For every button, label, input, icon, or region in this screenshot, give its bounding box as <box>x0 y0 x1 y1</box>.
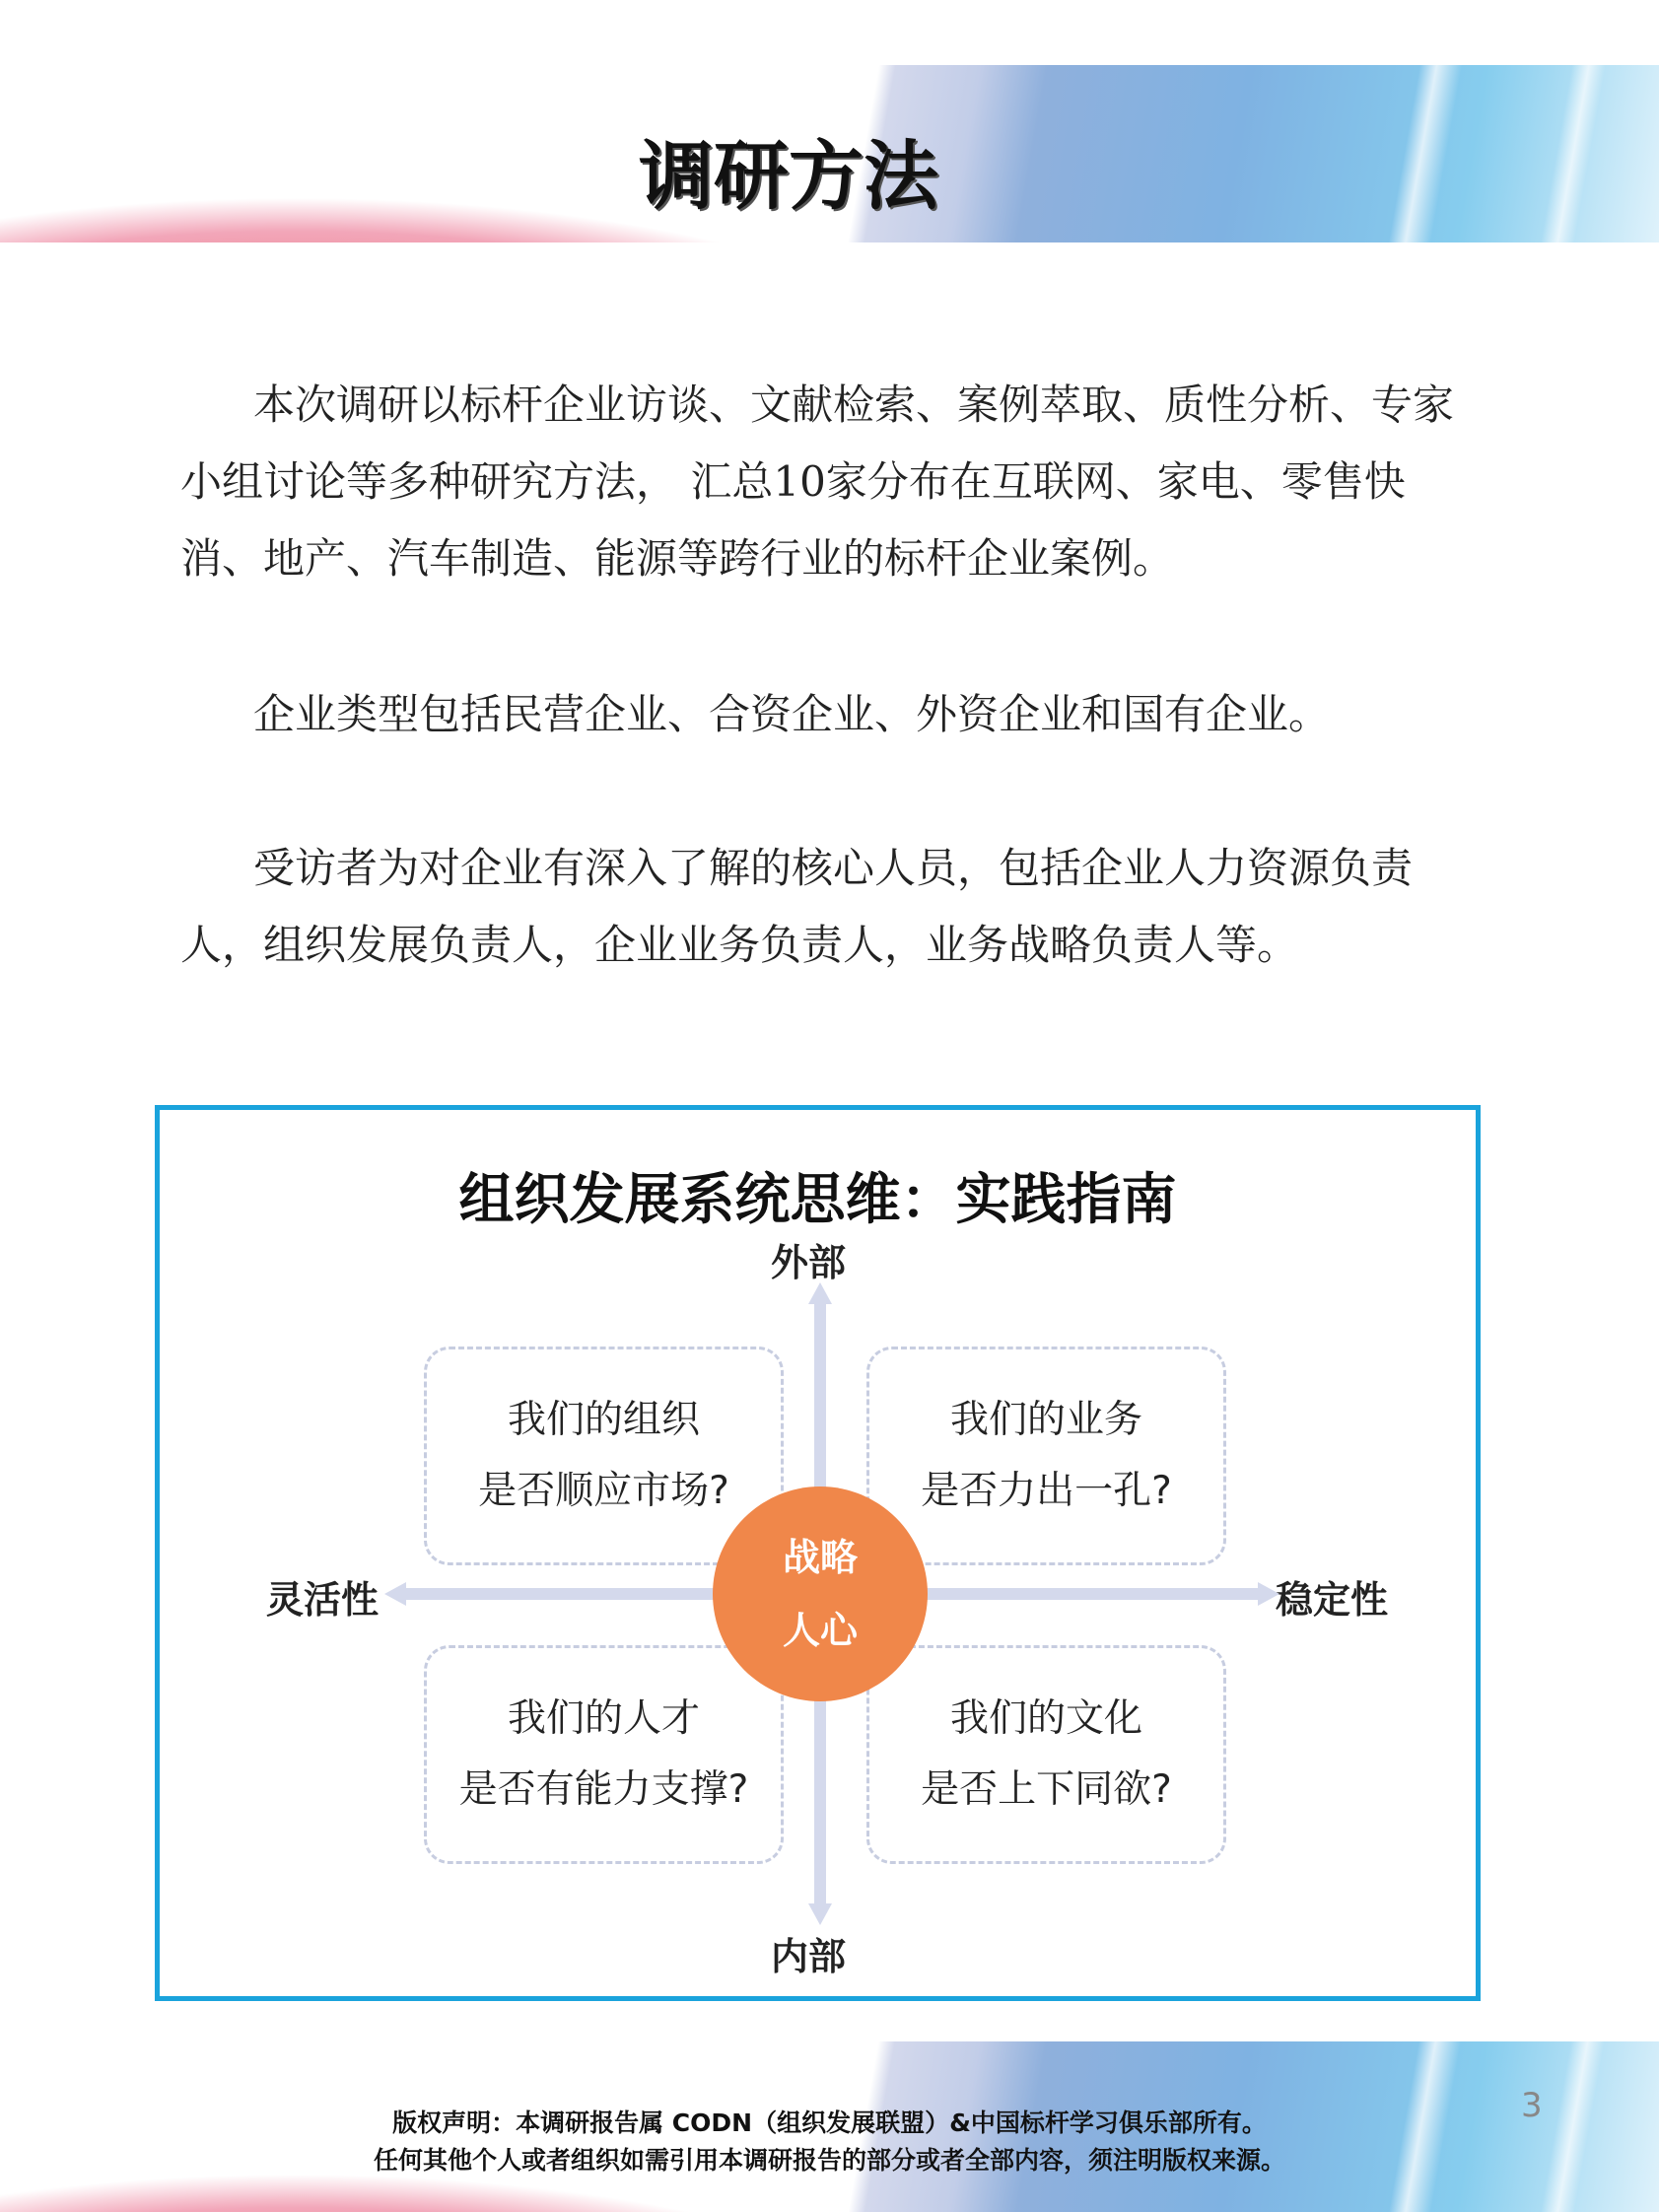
arrow-right-icon <box>1258 1582 1279 1606</box>
quadrant-line: 我们的文化 <box>949 1696 1142 1741</box>
quadrant-line: 是否力出一孔? <box>921 1469 1172 1513</box>
quadrant-line: 是否有能力支撑? <box>458 1767 749 1812</box>
center-circle <box>713 1486 928 1701</box>
quadrant-line: 我们的人才 <box>507 1696 700 1741</box>
copyright-line-1: 版权声明：本调研报告属 CODN（组织发展联盟）&中国标杆学习俱乐部所有。 <box>392 2108 1267 2137</box>
diagram-title: 组织发展系统思维：实践指南 <box>458 1168 1177 1232</box>
quadrant-line: 我们的组织 <box>507 1398 700 1442</box>
quadrant-line: 我们的业务 <box>949 1398 1142 1442</box>
arrow-left-icon <box>384 1582 406 1606</box>
center-label: 战略 <box>782 1536 858 1579</box>
quadrant-line: 是否上下同欲? <box>921 1767 1172 1812</box>
quadrant-culture <box>866 1645 1226 1864</box>
arrow-up-icon <box>808 1282 832 1304</box>
page-title: 调研方法 <box>639 132 938 220</box>
quadrant-line: 是否顺应市场? <box>478 1469 729 1513</box>
center-label: 人心 <box>782 1609 858 1652</box>
paragraph-interviewees: 受访者为对企业有深入了解的核心人员，包括企业人力资源负责人，组织发展负责人，企业业务负责人，业务战略负责人等。 <box>180 844 1414 969</box>
paragraph-company-types: 企业类型包括民营企业、合资企业、外资企业和国有企业。 <box>253 690 1331 738</box>
axis-label-top: 外部 <box>771 1241 847 1284</box>
copyright-line-2: 任何其他个人或者组织如需引用本调研报告的部分或者全部内容，须注明版权来源。 <box>373 2146 1285 2175</box>
page-number: 3 <box>1521 2086 1543 2125</box>
axis-label-left: 灵活性 <box>266 1578 380 1622</box>
quadrant-talent <box>424 1645 784 1864</box>
axis-label-bottom: 内部 <box>771 1935 847 1978</box>
quadrant-organization <box>424 1347 784 1565</box>
quadrant-business <box>866 1347 1226 1565</box>
arrow-down-icon <box>808 1903 832 1925</box>
paragraph-methods: 本次调研以标杆企业访谈、文献检索、案例萃取、质性分析、专家小组讨论等多种研究方法， 汇总10家分布在互联网、家电、零售快消、地产、汽车制造、能源等跨行业的标杆企业案例。 <box>180 380 1455 583</box>
diagram-frame <box>155 1105 1481 2001</box>
axis-label-right: 稳定性 <box>1276 1578 1389 1622</box>
